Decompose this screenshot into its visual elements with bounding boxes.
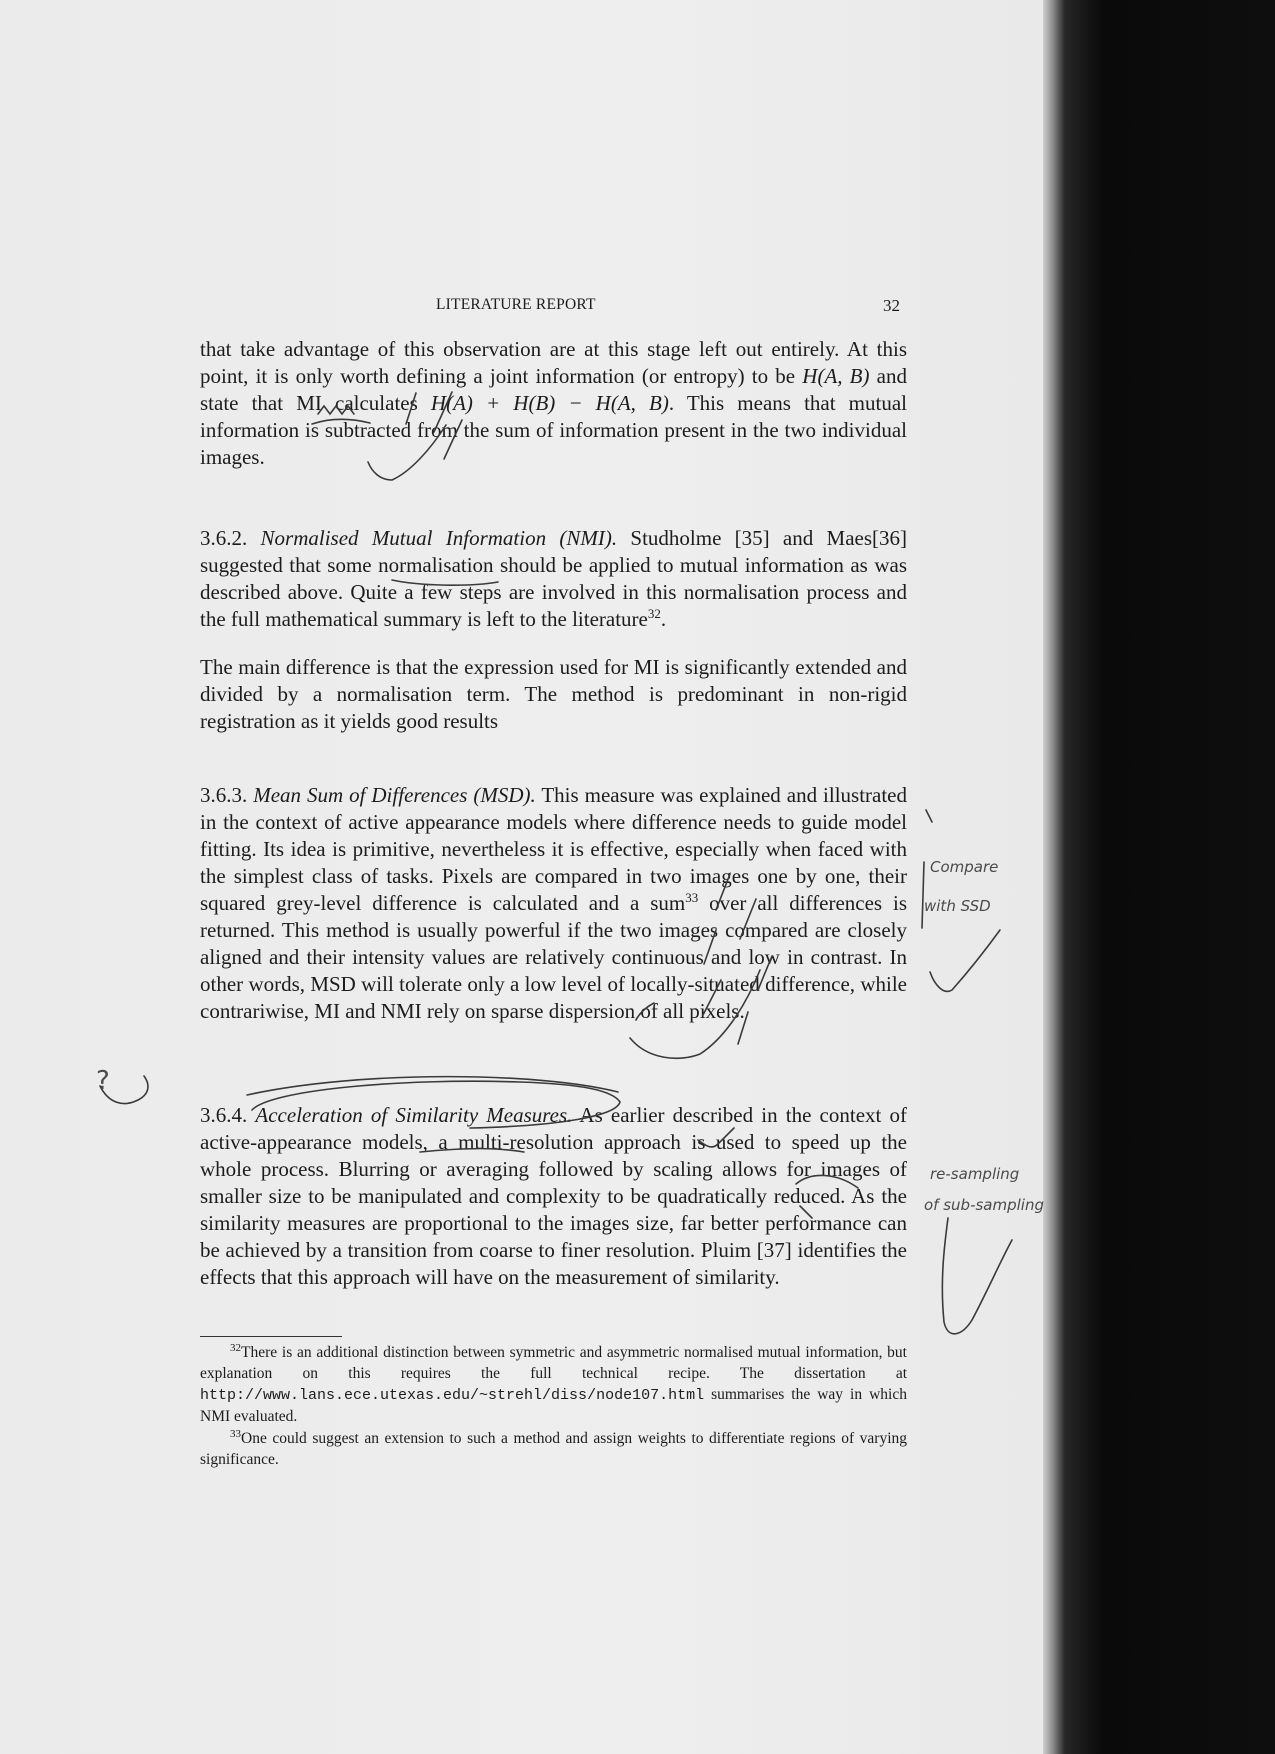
footnote-ref-33[interactable]: 33 xyxy=(685,890,699,905)
p1-text-2: and state that MI calculates xyxy=(200,364,907,415)
footnote-32 xyxy=(200,1342,907,1427)
section-3-6-4-acceleration xyxy=(200,1102,907,1291)
section-text-end: . xyxy=(660,607,667,631)
p1-text-1: that take advantage of this observation are at this stage left out entirely. At this point, it is only worth defining a joint information (or entropy) to be xyxy=(200,337,907,388)
footnote-mark: 32 xyxy=(230,1342,241,1354)
paragraph-nmi-difference xyxy=(200,654,907,735)
margin-note-resampling: re-sampling xyxy=(930,1165,1020,1183)
section-3-6-3-msd xyxy=(200,782,907,1025)
section-text: Studholme [35] and Maes[36] suggested that some normalisation should be applied to mutual information as was described above. Quite a few steps are involved in this normalisation process and the full mathematical summary is left to the literature xyxy=(200,526,908,631)
footnote-separator xyxy=(200,1336,342,1337)
footnote-ref-32[interactable]: 32 xyxy=(647,606,661,621)
footnote-text-2: summarises the way in which NMI evaluated. xyxy=(200,1386,907,1425)
section-number: 3.6.3. xyxy=(200,783,248,807)
footnote-url-link[interactable]: http://www.lans.ece.utexas.edu/~strehl/diss/node107.html xyxy=(200,1387,705,1404)
running-head-title: LITERATURE REPORT xyxy=(436,296,596,313)
section-text-1: This measure was explained and illustrated in the context of active appearance models where difference needs to guide model fitting. Its idea is primitive, nevertheless it is effective, especially when faced with the simplest class of tasks. Pixels are compared in two images one by one, their squared grey-level difference is calculated and a sum xyxy=(200,783,908,915)
margin-note-with-ssd: with SSD xyxy=(924,897,991,915)
margin-note-subsampling: of sub-sampling xyxy=(924,1196,1044,1214)
page-number: 32 xyxy=(883,296,900,315)
section-title: Mean Sum of Differences (MSD). xyxy=(253,783,536,807)
margin-note-compare: Compare xyxy=(930,858,999,876)
section-text-2: over all differences is returned. This method is usually powerful if the two images compared are closely aligned and their intensity values are relatively continuous and low in contrast. In other words, MSD will tolerate only a low level of locally-situated difference, while contrariwise, MI and NMI rely on sparse dispersion of all pixels. xyxy=(200,891,908,1023)
math-joint-entropy: H(A, B) xyxy=(802,364,870,388)
paragraph-text: The main difference is that the expression used for MI is significantly extended and divided by a normalisation term. The method is predominant in non-rigid registration as it yields good results xyxy=(200,655,907,733)
paragraph-joint-information xyxy=(200,336,907,471)
section-title: Normalised Mutual Information (NMI). xyxy=(260,526,618,550)
section-title: Acceleration of Similarity Measures. xyxy=(255,1103,573,1127)
margin-question-mark: ? xyxy=(96,1066,110,1096)
p1-text-3: . This means that mutual information is subtracted from the sum of information present in the two individual images. xyxy=(200,391,908,469)
footnote-33 xyxy=(200,1428,907,1470)
section-3-6-2-nmi xyxy=(200,525,907,633)
footnote-mark: 33 xyxy=(230,1428,241,1440)
footnote-text-1: There is an additional distinction between symmetric and asymmetric normalised mutual information, but explanation on this requires the full technical recipe. The dissertation at xyxy=(200,1344,907,1382)
section-number: 3.6.2. xyxy=(200,526,248,550)
section-number: 3.6.4. xyxy=(200,1103,248,1127)
math-mi-formula: H(A) + H(B) − H(A, B) xyxy=(430,391,669,415)
footnote-text: One could suggest an extension to such a method and assign weights to differentiate regions of varying significance. xyxy=(200,1430,907,1468)
section-text: As earlier described in the context of active-appearance models, a multi-resolution approach is used to speed up the whole process. Blurring or averaging followed by scaling allows for images of smaller size to be manipulated and complexity to be quadratically reduced. As the similarity measures are proportional to the images size, far better performance can be achieved by a transition from coarse to finer resolution. Pluim [37] identifies the effects that this approach will have on the measurement of similarity. xyxy=(200,1103,907,1289)
